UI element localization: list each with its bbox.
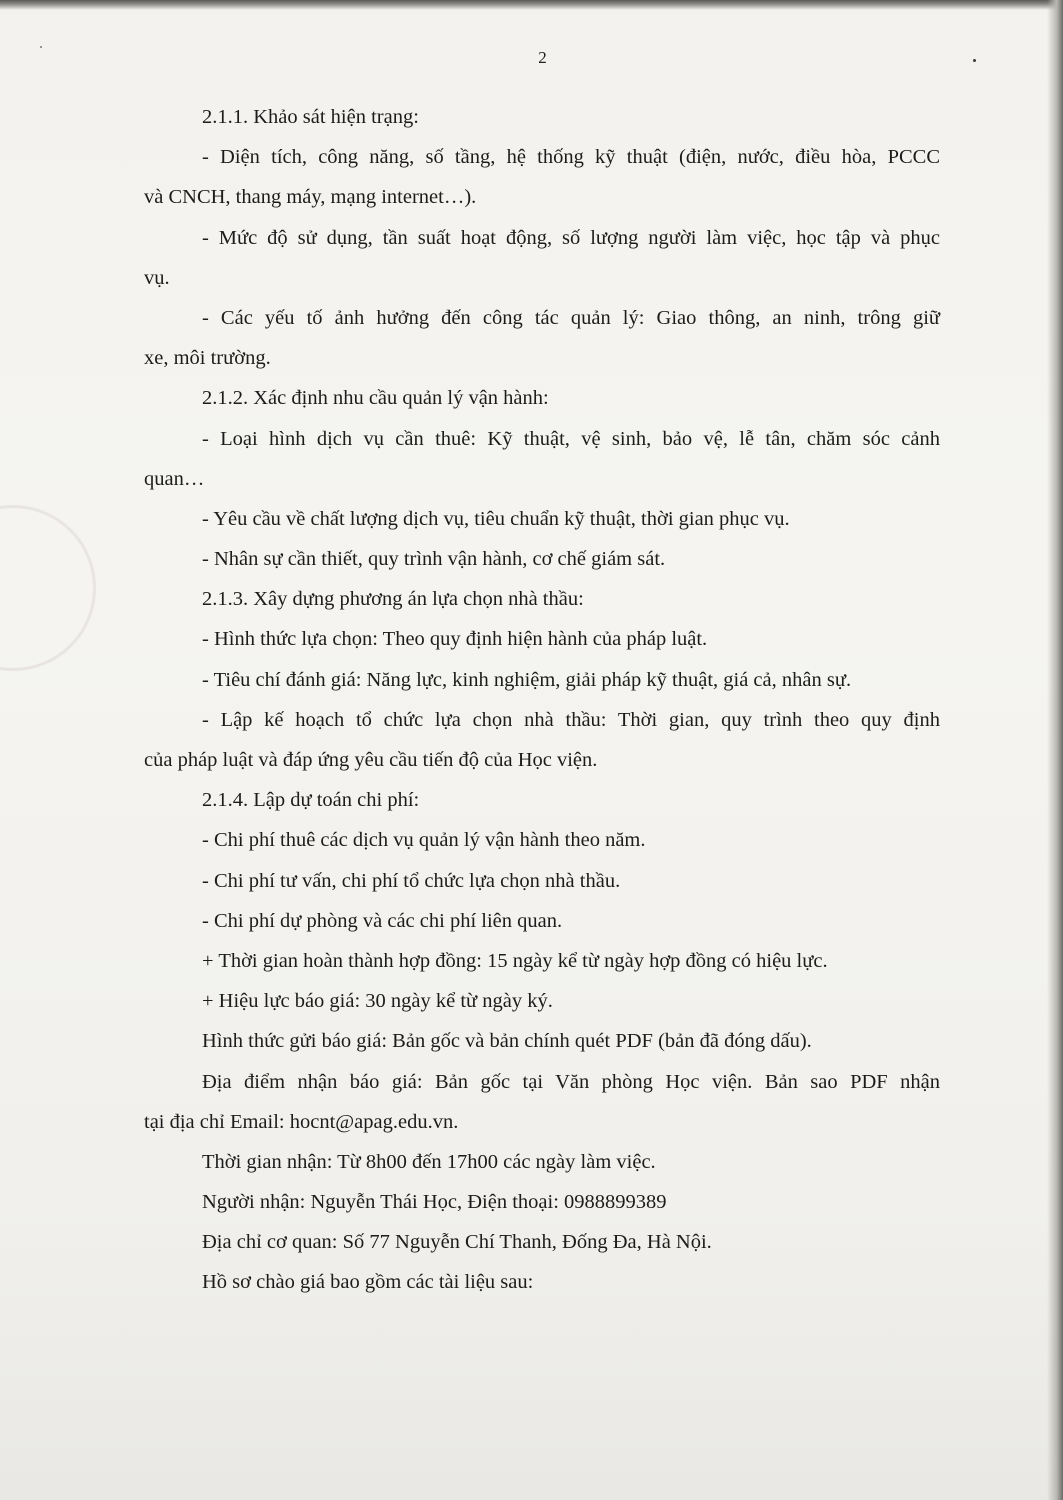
contact-line: Người nhận: Nguyễn Thái Học, Điện thoại: 0988899389 (202, 1191, 667, 1214)
paragraph-line: Địa điểm nhận báo giá: Bản gốc tại Văn phòng Học viện. Bản sao PDF nhận (202, 1070, 940, 1093)
paragraph-line: - Chi phí thuê các dịch vụ quản lý vận hành theo năm. (202, 829, 646, 852)
paragraph-line: - Yêu cầu về chất lượng dịch vụ, tiêu chuẩn kỹ thuật, thời gian phục vụ. (202, 507, 790, 530)
paragraph-line: - Diện tích, công năng, số tầng, hệ thống kỹ thuật (điện, nước, điều hòa, PCCC (202, 146, 940, 169)
paragraph-line: - Lập kế hoạch tổ chức lựa chọn nhà thầu: Thời gian, quy trình theo quy định (202, 708, 940, 731)
paragraph-line: + Thời gian hoàn thành hợp đồng: 15 ngày kể từ ngày hợp đồng có hiệu lực. (202, 949, 828, 972)
section-heading: 2.1.3. Xây dựng phương án lựa chọn nhà thầu: (202, 588, 584, 611)
paragraph-line: của pháp luật và đáp ứng yêu cầu tiến độ của Học viện. (144, 749, 598, 771)
paragraph-line: - Tiêu chí đánh giá: Năng lực, kinh nghiệm, giải pháp kỹ thuật, giá cả, nhân sự. (202, 668, 852, 691)
paragraph-line: vụ. (144, 266, 170, 289)
paragraph-line: Hình thức gửi báo giá: Bản gốc và bản chính quét PDF (bản đã đóng dấu). (202, 1030, 812, 1053)
paragraph-line: và CNCH, thang máy, mạng internet…). (144, 186, 477, 209)
section-heading: 2.1.2. Xác định nhu cầu quản lý vận hành: (202, 387, 549, 410)
scan-top-edge (0, 0, 1063, 10)
address-line: Địa chỉ cơ quan: Số 77 Nguyễn Chí Thanh, Đống Đa, Hà Nội. (202, 1231, 712, 1254)
paragraph-line: - Loại hình dịch vụ cần thuê: Kỹ thuật, vệ sinh, bảo vệ, lễ tân, chăm sóc cảnh (202, 427, 940, 450)
section-heading: 2.1.4. Lập dự toán chi phí: (202, 789, 420, 812)
paragraph-line: quan… (144, 467, 205, 490)
scan-right-edge (1047, 0, 1063, 1500)
section-heading: 2.1.1. Khảo sát hiện trạng: (202, 106, 419, 128)
paragraph-line: Hồ sơ chào giá bao gồm các tài liệu sau: (202, 1271, 534, 1294)
paragraph-line: - Nhân sự cần thiết, quy trình vận hành, cơ chế giám sát. (202, 548, 666, 571)
paragraph-line: - Chi phí tư vấn, chi phí tổ chức lựa chọn nhà thầu. (202, 869, 621, 892)
paragraph-line: + Hiệu lực báo giá: 30 ngày kể từ ngày ký. (202, 990, 553, 1013)
paragraph-line: - Hình thức lựa chọn: Theo quy định hiện hành của pháp luật. (202, 628, 708, 651)
paragraph-line: - Các yếu tố ảnh hưởng đến công tác quản lý: Giao thông, an ninh, trông giữ (202, 306, 940, 329)
paragraph-line: xe, môi trường. (144, 347, 271, 370)
paragraph-line: - Chi phí dự phòng và các chi phí liên quan. (202, 909, 563, 932)
email-line: tại địa chỉ Email: hocnt@apag.edu.vn. (144, 1110, 459, 1133)
page-number: 2 (538, 48, 547, 67)
paragraph-line: Thời gian nhận: Từ 8h00 đến 17h00 các ngày làm việc. (202, 1150, 656, 1173)
paragraph-line: - Mức độ sử dụng, tần suất hoạt động, số lượng người làm việc, học tập và phục (202, 226, 940, 249)
document-body (144, 97, 940, 1303)
stamp-bleed-through (0, 505, 96, 671)
